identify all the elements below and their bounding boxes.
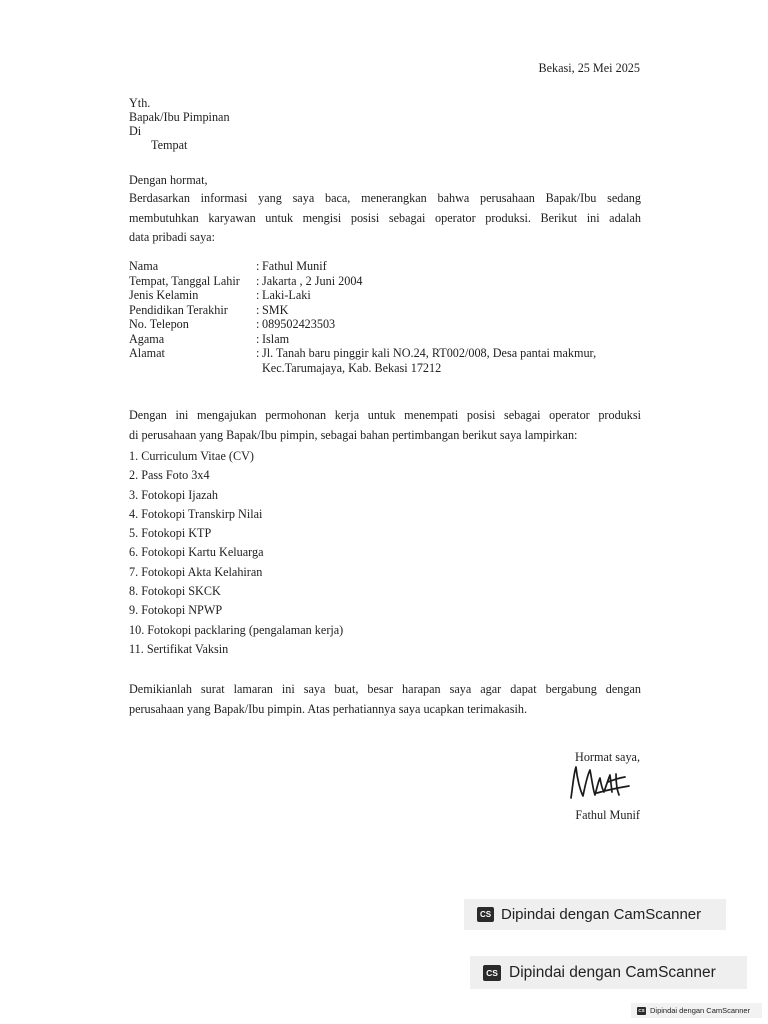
attachment-item: 8. Fotokopi SKCK (129, 584, 221, 599)
personal-data-row: Jenis Kelamin : Laki-Laki (129, 288, 646, 303)
recipient-line-2: Bapak/Ibu Pimpinan (129, 110, 230, 124)
attachment-item: 11. Sertifikat Vaksin (129, 641, 229, 656)
attachment-item: 2. Pass Foto 3x4 (129, 468, 210, 483)
greeting: Dengan hormat, (129, 173, 208, 187)
personal-data-label: Pendidikan Terakhir (129, 302, 228, 317)
signer-name: Fathul Munif (575, 808, 640, 822)
attachment-item: 6. Fotokopi Kartu Keluarga (129, 545, 264, 560)
personal-data-value: Jl. Tanah baru pinggir kali NO.24, RT002/008, Desa pantai makmur, Kec.Tarumajaya, Kab. Bekasi 17212 (262, 346, 597, 375)
recipient-line-4: Tempat (151, 138, 188, 152)
personal-data-label: Nama (129, 259, 159, 273)
personal-data-row: No. Telepon : 089502423503 (129, 317, 646, 332)
closing-line: Demikianlah surat lamaran ini saya buat, besar harapan saya agar dapat bergabung dengan (129, 682, 641, 696)
personal-data-label: No. Telepon (129, 317, 189, 331)
personal-data-label: Tempat, Tanggal Lahir (129, 273, 240, 288)
attachment-item: 5. Fotokopi KTP (129, 526, 212, 541)
personal-data-value: Laki-Laki (262, 288, 311, 302)
personal-data-value: 089502423503 (262, 317, 336, 331)
personal-data-value: Jakarta , 2 Juni 2004 (262, 273, 363, 288)
personal-data-table (129, 259, 646, 375)
sign-off: Hormat saya, (575, 750, 640, 764)
intro-line: Berdasarkan informasi yang saya baca, menerangkan bahwa perusahaan Bapak/Ibu sedang (129, 191, 641, 205)
recipient-line-1: Yth. (129, 96, 151, 110)
personal-data-value: SMK (262, 302, 289, 317)
personal-data-value: Islam (262, 331, 290, 346)
personal-data-row: Alamat : Jl. Tanah baru pinggir kali NO.24, RT002/008, Desa pantai makmur, Kec.Tarumajaya, Kab. Bekasi 17212 (129, 346, 646, 375)
camscanner-watermark (464, 899, 726, 930)
attachment-item: 4. Fotokopi Transkirp Nilai (129, 506, 263, 521)
attachment-item: 10. Fotokopi packlaring (pengalaman kerja) (129, 622, 344, 637)
personal-data-label: Alamat (129, 346, 165, 360)
attachment-item: 3. Fotokopi Ijazah (129, 487, 219, 502)
camscanner-watermark-label: Dipindai dengan CamScanner (650, 1006, 751, 1015)
intro-line: data pribadi saya: (129, 230, 215, 244)
handwritten-signature (567, 762, 637, 806)
recipient-line-3: Di (129, 124, 142, 138)
attachment-item: 9. Fotokopi NPWP (129, 603, 223, 618)
intro-line: membutuhkan karyawan untuk mengisi posisi sebagai operator produksi. Berikut ini adalah (129, 210, 641, 225)
place-date: Bekasi, 25 Mei 2025 (538, 61, 640, 75)
personal-data-row: Pendidikan Terakhir : SMK (129, 303, 646, 318)
application-line: Dengan ini mengajukan permohonan kerja untuk menempati posisi sebagai operator produksi (129, 408, 641, 422)
camscanner-watermark (470, 956, 747, 989)
closing-line: perusahaan yang Bapak/Ibu pimpin. Atas perhatiannya saya ucapkan terimakasih. (129, 701, 527, 716)
application-line: di perusahaan yang Bapak/Ibu pimpin, sebagai bahan pertimbangan berikut saya lampirkan: (129, 427, 578, 442)
camscanner-watermark-label: Dipindai dengan CamScanner (501, 906, 702, 923)
application-paragraph (129, 406, 641, 445)
intro-paragraph (129, 189, 641, 248)
closing-paragraph (129, 680, 641, 719)
camscanner-watermark-label: Dipindai dengan CamScanner (509, 963, 716, 981)
camscanner-watermark (631, 1003, 762, 1018)
camscanner-logo-icon: CS (638, 1008, 645, 1013)
personal-data-row: Nama : Fathul Munif (129, 259, 646, 274)
personal-data-label: Jenis Kelamin (129, 288, 199, 302)
personal-data-row: Tempat, Tanggal Lahir : Jakarta , 2 Juni 2004 (129, 274, 646, 289)
attachment-item: 1. Curriculum Vitae (CV) (129, 449, 254, 463)
camscanner-logo-icon: CS (483, 965, 501, 981)
attachments-list (129, 447, 343, 659)
personal-data-label: Agama (129, 331, 165, 346)
attachment-item: 7. Fotokopi Akta Kelahiran (129, 564, 263, 579)
personal-data-value: Fathul Munif (262, 259, 327, 273)
camscanner-logo-icon: CS (477, 907, 494, 922)
personal-data-row: Agama : Islam (129, 332, 646, 347)
